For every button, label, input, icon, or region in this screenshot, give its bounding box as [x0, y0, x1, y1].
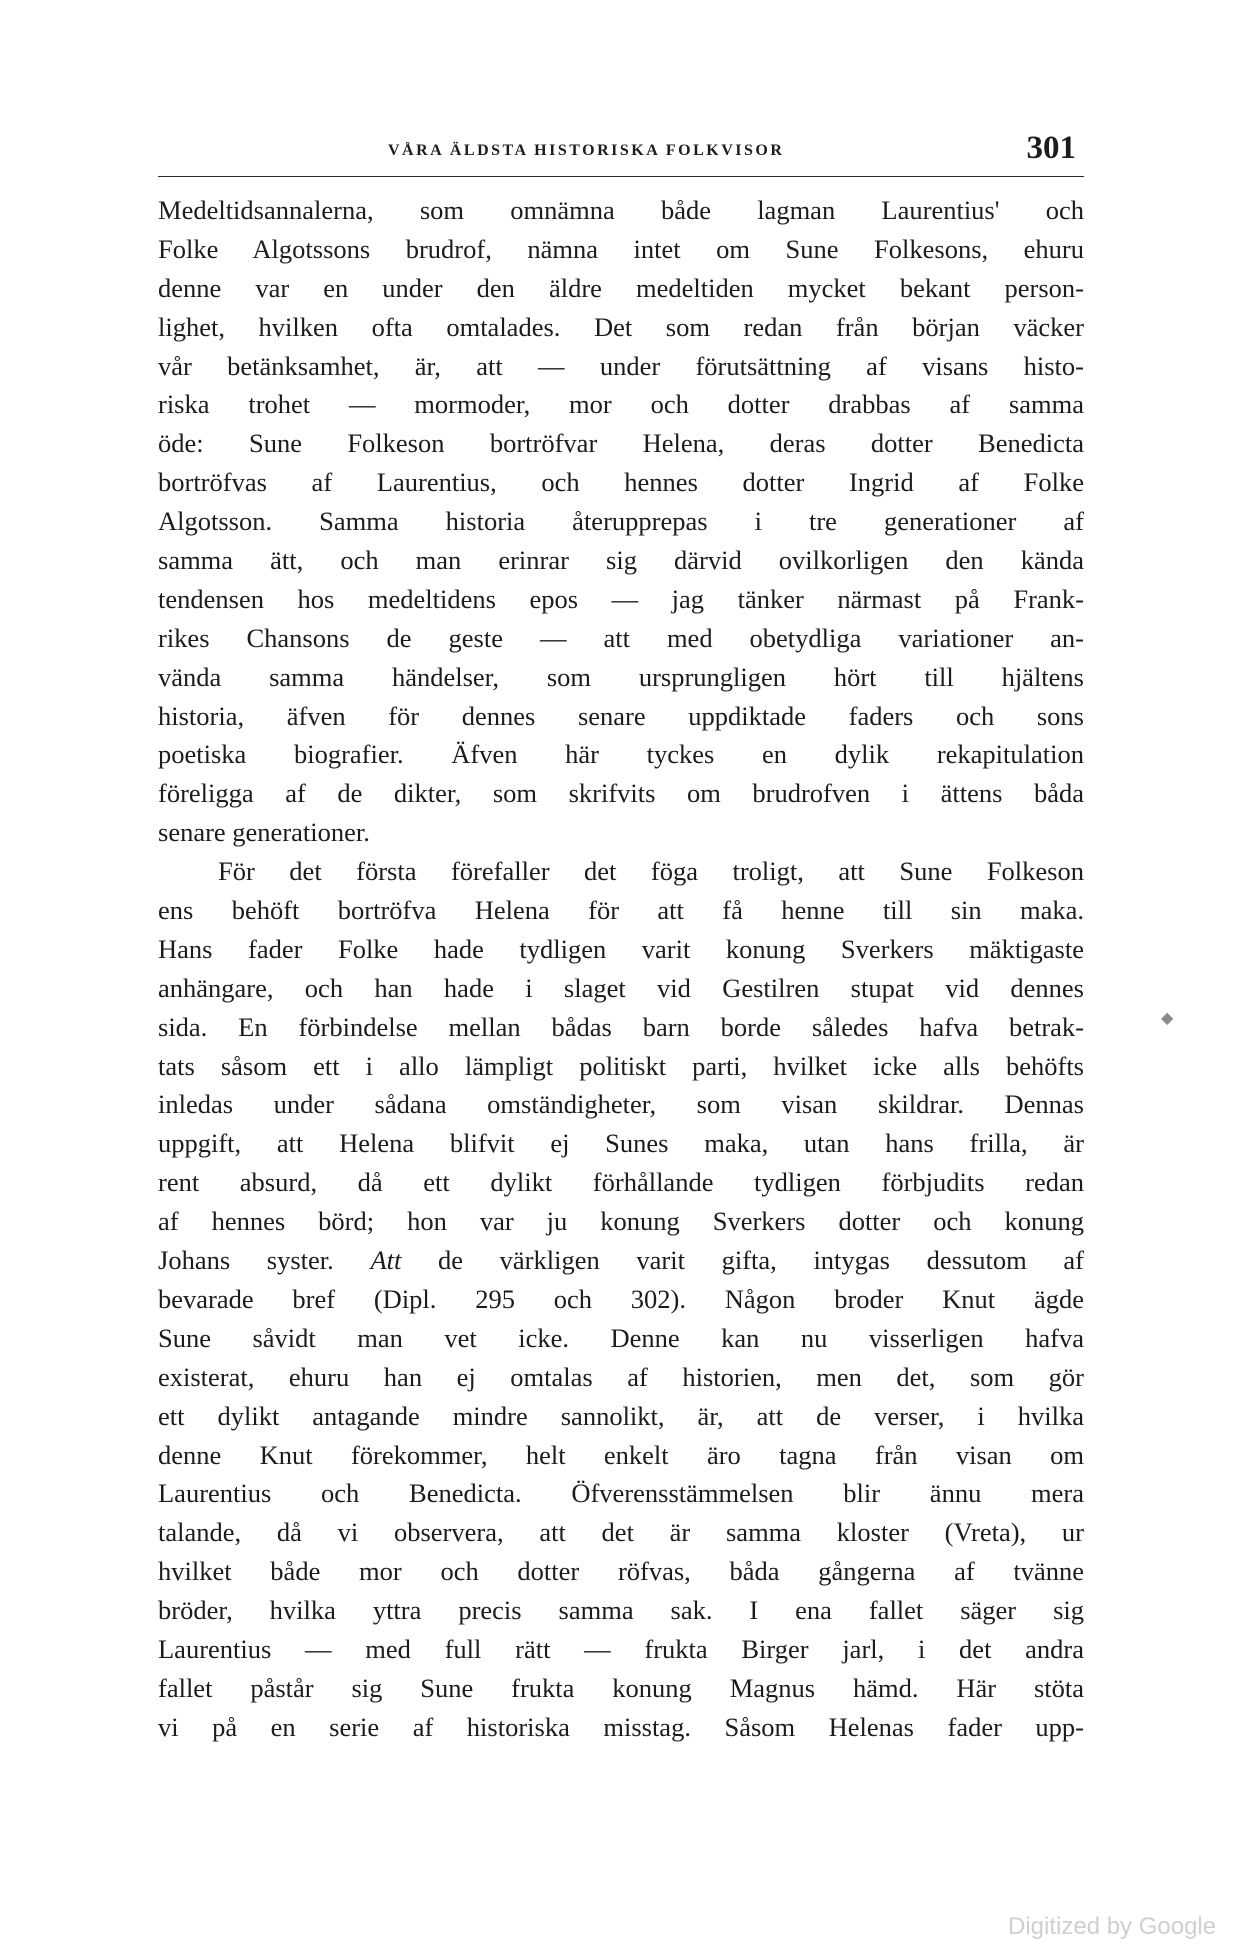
text-line: bevarade bref (Dipl. 295 och 302). Någon broder Knut ägde [158, 1283, 1084, 1314]
text-line: ett dylikt antagande mindre sannolikt, är, att de verser, i hvilka [158, 1400, 1084, 1431]
text-line: öde: Sune Folkeson bortröfvar Helena, deras dotter Benedicta [158, 428, 1084, 459]
text-line: af hennes börd; hon var ju konung Sverkers dotter och konung [158, 1206, 1084, 1237]
running-title: VÅRA ÄLDSTA HISTORISKA FOLKVISOR [388, 142, 785, 159]
running-head [158, 128, 1084, 177]
text-line: vända samma händelser, som ursprungligen hört till hjältens [158, 661, 1084, 692]
text-line: anhängare, och han hade i slaget vid Gestilren stupat vid dennes [158, 972, 1084, 1003]
text-line: fallet påstår sig Sune frukta konung Magnus hämd. Här stöta [158, 1672, 1084, 1703]
italic-emphasis: Att [370, 1245, 402, 1276]
text-line: denne Knut förekommer, helt enkelt äro tagna från visan om [158, 1439, 1084, 1470]
text-line: samma ätt, och man erinrar sig därvid ovilkorligen den kända [158, 545, 1084, 576]
text-line: tendensen hos medeltidens epos — jag tänker närmast på Frank- [158, 583, 1084, 614]
text-line: vi på en serie af historiska misstag. Såsom Helenas fader upp- [158, 1711, 1084, 1742]
text-line: lighet, hvilken ofta omtalades. Det som redan från början väcker [158, 311, 1084, 342]
text-line: hvilket både mor och dotter röfvas, båda gångerna af tvänne [158, 1556, 1084, 1587]
digitized-watermark: Digitized by Google [1008, 1913, 1217, 1940]
text-line: Folke Algotssons brudrof, nämna intet om Sune Folkesons, ehuru [158, 233, 1084, 264]
book-page [158, 128, 1084, 1747]
text-line: denne var en under den äldre medeltiden mycket bekant person- [158, 272, 1084, 303]
text-line: Sune såvidt man vet icke. Denne kan nu visserligen hafva [158, 1322, 1084, 1353]
text-line: tats såsom ett i allo lämpligt politiskt parti, hvilket icke alls behöfts [158, 1050, 1084, 1081]
text-line: sida. En förbindelse mellan bådas barn borde således hafva betrak- [158, 1011, 1084, 1042]
text-line: poetiska biografier. Äfven här tyckes en dylik rekapitulation [158, 739, 1084, 770]
paragraph-2 [158, 852, 1084, 1746]
stray-print-mark: ◆ [1161, 1010, 1174, 1027]
text-line: bröder, hvilka yttra precis samma sak. I ena fallet säger sig [158, 1595, 1084, 1626]
paragraph-1 [158, 191, 1084, 852]
text-line: föreligga af de dikter, som skrifvits om brudrofven i ättens båda [158, 778, 1084, 809]
text-line: senare generationer. [158, 817, 370, 848]
text-line: För det första förefaller det föga troligt, att Sune Folkeson [218, 856, 1084, 887]
text-line: rent absurd, då ett dylikt förhållande tydligen förbjudits redan [158, 1167, 1084, 1198]
text-line: Hans fader Folke hade tydligen varit konung Sverkers mäktigaste [158, 933, 1084, 964]
text-line: riska trohet — mormoder, mor och dotter drabbas af samma [158, 389, 1084, 420]
text-line: existerat, ehuru han ej omtalas af historien, men det, som gör [158, 1361, 1084, 1392]
text-line: bortröfvas af Laurentius, och hennes dotter Ingrid af Folke [158, 467, 1084, 498]
text-line: uppgift, att Helena blifvit ej Sunes maka, utan hans frilla, är [158, 1128, 1084, 1159]
body-text [158, 191, 1084, 1747]
text-line-with-italic: Johans syster. Att de värkligen varit gifta, intygas dessutom af [158, 1245, 1084, 1276]
page-number: 301 [1026, 130, 1076, 166]
text-line: historia, äfven för dennes senare uppdiktade faders och sons [158, 700, 1084, 731]
text-line: ens behöft bortröfva Helena för att få henne till sin maka. [158, 895, 1084, 926]
text-line: Algotsson. Samma historia återupprepas i tre generationer af [158, 506, 1084, 537]
text-line: rikes Chansons de geste — att med obetydliga variationer an- [158, 622, 1084, 653]
text-line: Laurentius och Benedicta. Öfverensstämmelsen blir ännu mera [158, 1478, 1084, 1509]
text-line: inledas under sådana omständigheter, som visan skildrar. Dennas [158, 1089, 1084, 1120]
text-line: Laurentius — med full rätt — frukta Birger jarl, i det andra [158, 1633, 1084, 1664]
text-line: Medeltidsannalerna, som omnämna både lagman Laurentius' och [158, 195, 1084, 225]
text-line: talande, då vi observera, att det är samma kloster (Vreta), ur [158, 1517, 1084, 1548]
text-line: vår betänksamhet, är, att — under förutsättning af visans histo- [158, 350, 1084, 381]
